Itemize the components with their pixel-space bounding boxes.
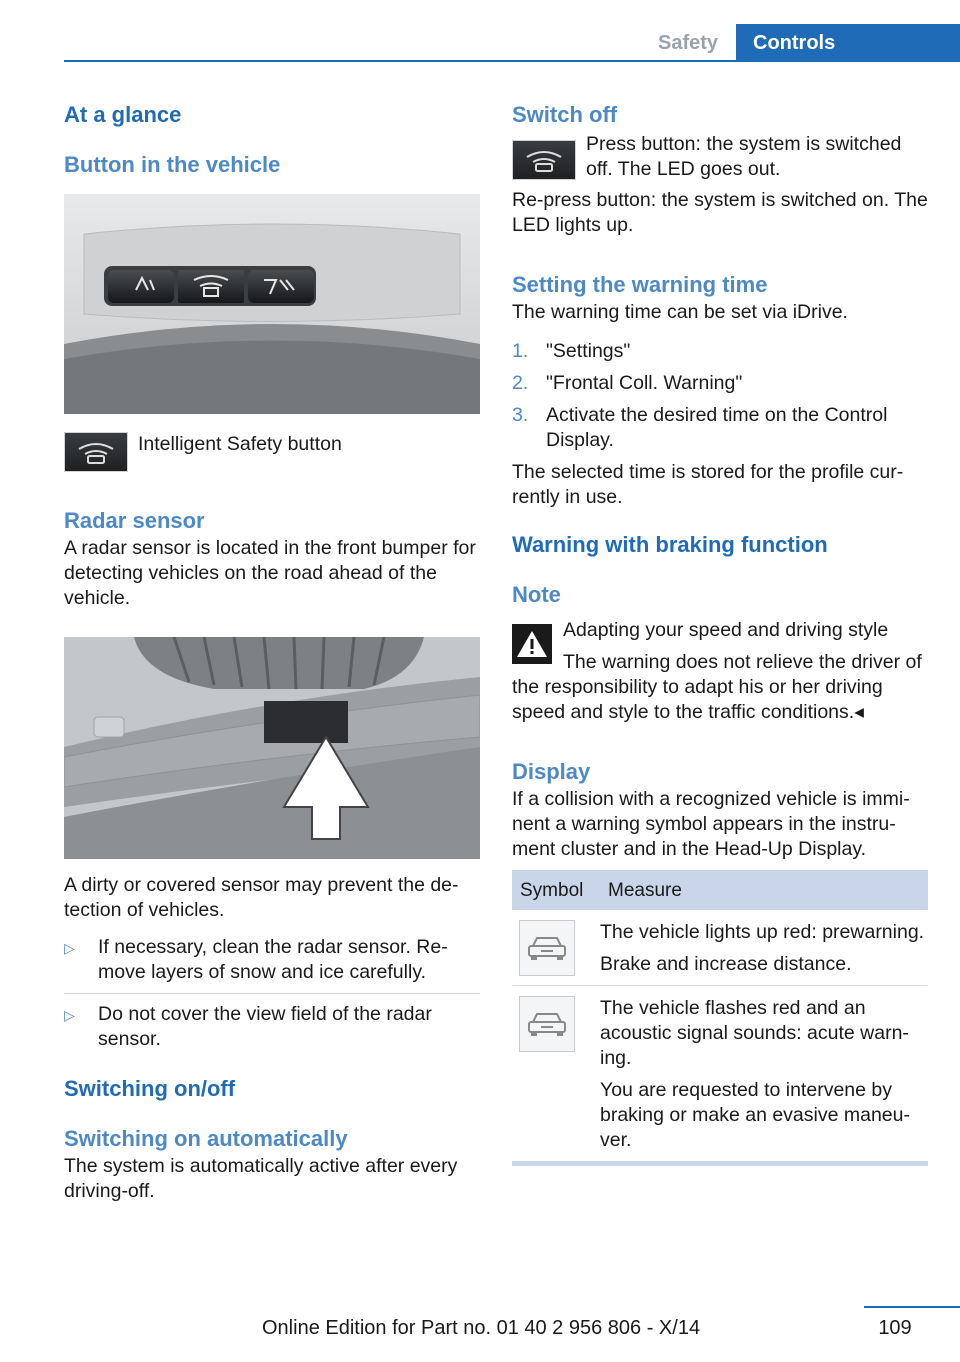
bullet-text: Do not cover the view field of the radar sensor. xyxy=(98,1003,432,1050)
list-item xyxy=(512,339,928,364)
table-bottom-bar xyxy=(512,1161,928,1166)
auto-text: The system is automatically active after every driving-off. xyxy=(64,1155,458,1202)
table-row xyxy=(512,910,928,986)
step-number: 2. xyxy=(512,372,529,394)
repress-text: Re-press button: the system is switched on. The LED lights up. xyxy=(512,189,928,236)
heading-switching-on-off: Switching on/off xyxy=(64,1076,236,1101)
bullet-item xyxy=(64,935,480,985)
intelligent-safety-icon xyxy=(512,140,576,180)
car-symbol-icon xyxy=(519,996,575,1052)
radar-photo xyxy=(64,637,480,859)
left-column xyxy=(64,100,480,1204)
stored-text: The selected time is stored for the profile currently in use. xyxy=(512,461,904,508)
heading-at-a-glance: At a glance xyxy=(64,102,182,127)
bullet-divider xyxy=(64,993,480,994)
table-header-symbol: Symbol xyxy=(512,870,600,910)
header-section-label: Safety xyxy=(657,32,719,54)
heading-note: Note xyxy=(512,582,561,607)
warning-icon xyxy=(512,624,552,664)
measure-text: You are requested to intervene by braking or make an evasive maneuver. xyxy=(600,1079,910,1151)
triangle-bullet-icon: ▷ xyxy=(64,940,75,956)
dirty-sensor-text: A dirty or covered sensor may prevent the detection of vehicles. xyxy=(64,874,459,921)
heading-switching-on-automatically: Switching on automatically xyxy=(64,1126,348,1151)
measure-text: The vehicle flashes red and an acoustic signal sounds: acute warning. xyxy=(600,997,909,1069)
step-text: "Frontal Coll. Warning" xyxy=(546,372,743,394)
heading-display: Display xyxy=(512,759,591,784)
symbol-table xyxy=(512,870,928,1153)
car-symbol-icon xyxy=(519,920,575,976)
button-caption: Intelligent Safety button xyxy=(138,433,342,455)
table-header-measure: Measure xyxy=(600,870,928,910)
triangle-bullet-icon: ▷ xyxy=(64,1007,75,1023)
bumper-image xyxy=(64,637,480,859)
intelligent-safety-icon xyxy=(64,432,128,472)
page-number: 109 xyxy=(878,1317,912,1339)
step-number: 3. xyxy=(512,404,529,426)
warning-time-text: The warning time can be set via iDrive. xyxy=(512,301,848,323)
note-line2: The warning does not relieve the driver of the responsibility to adapt his or her driving speed and style to the traffic conditions.◂ xyxy=(512,651,922,723)
switch-off-text: Press button: the system is switched off. The LED goes out. xyxy=(586,133,902,180)
right-column xyxy=(512,100,928,1166)
measure-text: Brake and increase distance. xyxy=(600,953,852,975)
steps-list xyxy=(512,339,928,453)
heading-warning-braking: Warning with braking function xyxy=(512,532,828,557)
list-item xyxy=(512,371,928,396)
footer-edition: Online Edition for Part no. 01 40 2 956 806 - X/14 xyxy=(262,1317,701,1339)
step-number: 1. xyxy=(512,340,529,362)
header-rule xyxy=(64,60,960,62)
heading-warning-time: Setting the warning time xyxy=(512,272,768,297)
step-text: Activate the desired time on the Control Display. xyxy=(546,404,888,451)
display-text: If a collision with a recognized vehicle is imminent a warning symbol appears in the instrument cluster and in the Head-Up Display. xyxy=(512,788,910,860)
note-block xyxy=(512,618,928,725)
measure-text: The vehicle lights up red: prewarning. xyxy=(600,921,925,943)
bullet-item xyxy=(64,1002,480,1052)
note-line1: Adapting your speed and driving style xyxy=(563,619,889,641)
radar-text: A radar sensor is located in the front bumper for detecting vehicles on the road ahead of the vehicle. xyxy=(64,537,476,609)
heading-switch-off: Switch off xyxy=(512,102,618,127)
step-text: "Settings" xyxy=(546,340,631,362)
header-chapter-tab: Controls xyxy=(736,24,960,62)
table-row xyxy=(512,986,928,1154)
bullet-text: If necessary, clean the radar sensor. Remove layers of snow and ice carefully. xyxy=(98,936,448,983)
list-item xyxy=(512,403,928,453)
button-photo xyxy=(64,194,480,414)
heading-button-in-vehicle: Button in the vehicle xyxy=(64,152,281,177)
heading-radar-sensor: Radar sensor xyxy=(64,508,205,533)
button-panel-image xyxy=(64,194,480,414)
footer-rule xyxy=(864,1306,960,1308)
